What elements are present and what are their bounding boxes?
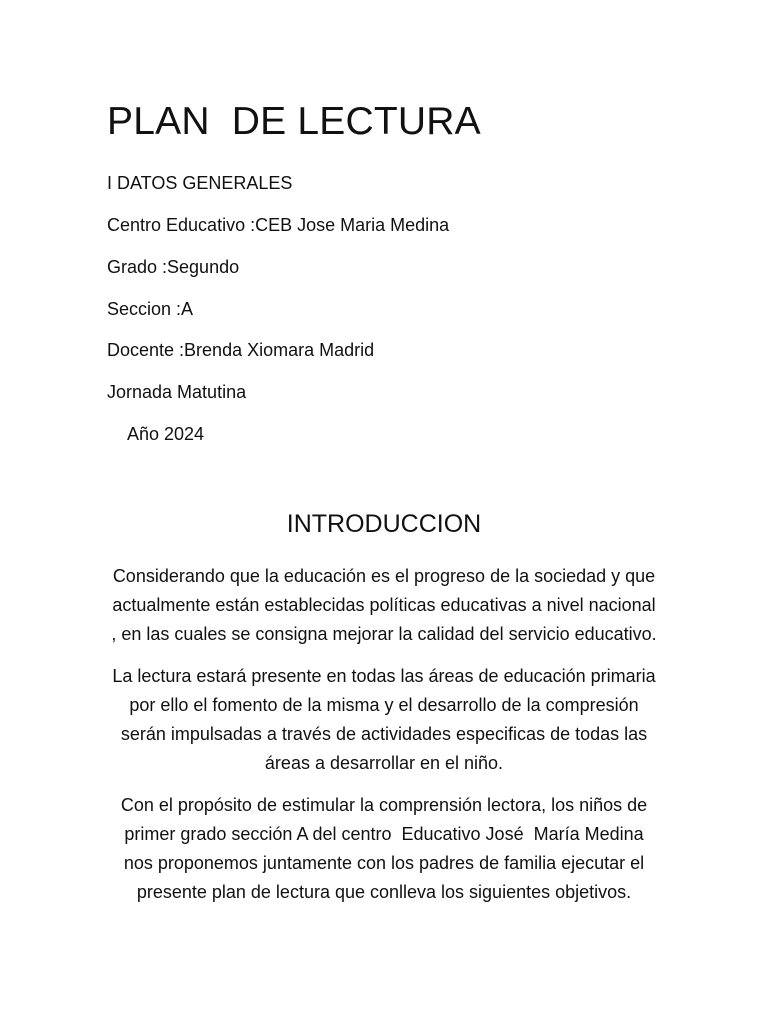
centro-educativo-line: Centro Educativo :CEB Jose Maria Medina	[107, 215, 450, 235]
introduction-paragraph-3	[84, 791, 684, 907]
paragraph-line: áreas a desarrollar en el niño.	[264, 753, 504, 773]
paragraph-line: nos proponemos juntamente con los padres de familia ejecutar el	[123, 853, 645, 873]
paragraph-line: presente plan de lectura que conlleva los siguientes objetivos.	[136, 882, 632, 902]
paragraph-line: por ello el fomento de la misma y el desarrollo de la compresión	[129, 695, 639, 715]
paragraph-line: , en las cuales se consigna mejorar la calidad del servicio educativo.	[111, 624, 657, 644]
paragraph-line: Con el propósito de estimular la comprensión lectora, los niños de	[120, 795, 648, 815]
seccion-line: Seccion :A	[107, 299, 194, 319]
paragraph-line: Considerando que la educación es el progreso de la sociedad y que	[112, 566, 656, 586]
paragraph-line: La lectura estará presente en todas las áreas de educación primaria	[112, 666, 656, 686]
introduction-paragraph-2	[84, 662, 684, 778]
grado-line: Grado :Segundo	[107, 257, 240, 277]
general-data-heading: I DATOS GENERALES	[107, 173, 293, 193]
document-title: PLAN DE LECTURA	[107, 100, 481, 143]
introduction-heading: INTRODUCCION	[286, 510, 482, 538]
docente-line: Docente :Brenda Xiomara Madrid	[107, 340, 375, 360]
anio-line: Año 2024	[127, 424, 205, 444]
paragraph-line: primer grado sección A del centro Educativo José María Medina	[124, 824, 644, 844]
jornada-line: Jornada Matutina	[107, 382, 247, 402]
paragraph-line: serán impulsadas a través de actividades especificas de todas las	[120, 724, 648, 744]
paragraph-line: actualmente están establecidas políticas educativas a nivel nacional	[112, 595, 656, 615]
introduction-paragraph-1	[84, 562, 684, 649]
